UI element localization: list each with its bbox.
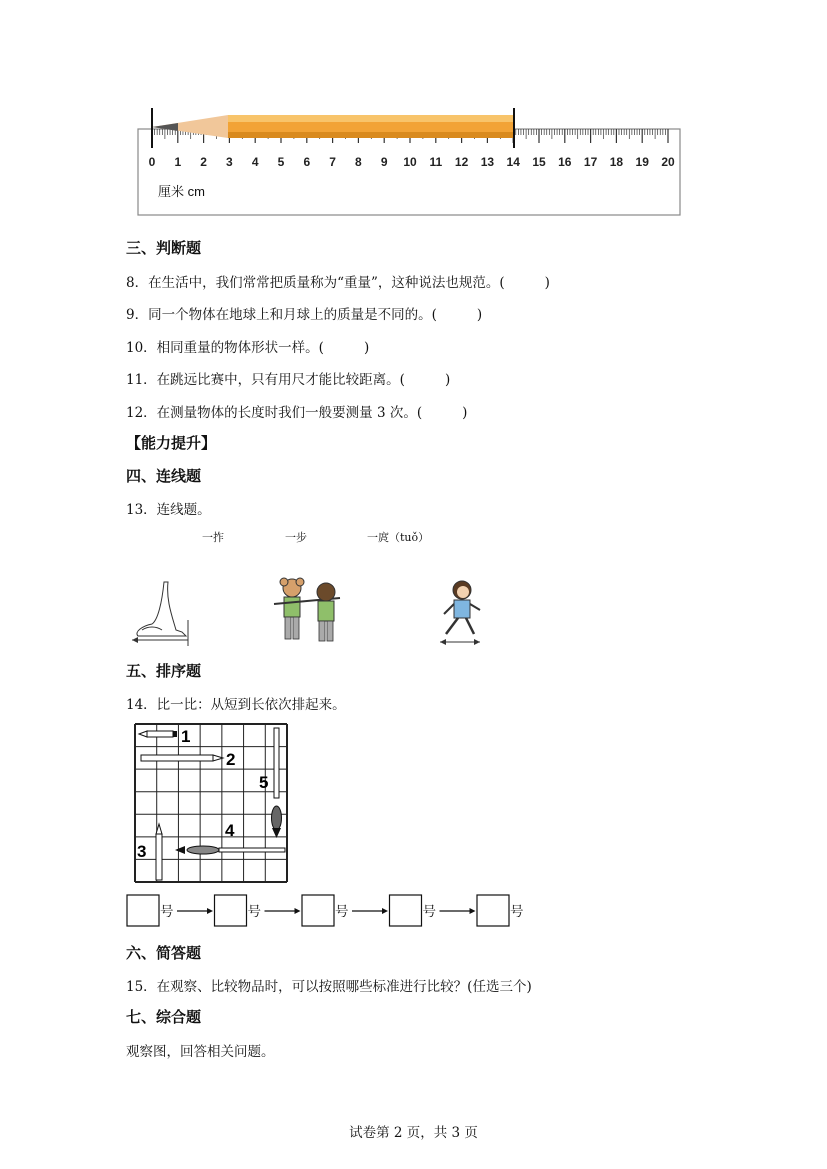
question-8: 8．在生活中，我们常常把质量称为“重量”，这种说法也规范。( ) (126, 275, 550, 291)
answer-box[interactable] (215, 895, 247, 926)
question-10: 10．相同重量的物体形状一样。( ) (126, 340, 370, 356)
question-14: 14．比一比：从短到长依次排起来。 (126, 697, 346, 713)
ruler-tick-label: 0 (148, 155, 156, 169)
ruler-tick-label: 3 (226, 155, 233, 169)
ruler-tick-label: 5 (277, 155, 285, 169)
answer-box[interactable] (390, 895, 422, 926)
comprehensive-intro: 观察图，回答相关问题。 (126, 1044, 275, 1060)
ruler-tick-label: 2 (200, 155, 207, 169)
grid-number-1: 1 (181, 727, 191, 746)
question-13: 13．连线题。 (126, 502, 211, 518)
question-15: 15．在观察、比较物品时，可以按照哪些标准进行比较？(任选三个) (126, 979, 532, 995)
answer-box[interactable] (127, 895, 159, 926)
item-1-pencil (139, 731, 177, 737)
label-bu: 一步 (285, 531, 307, 544)
ruler-unit-label: 厘米 cm (158, 184, 205, 199)
item-4-brush (175, 846, 285, 854)
label-tuo: 一庹（tuǒ） (367, 531, 430, 544)
ruler-tick-label: 16 (558, 155, 572, 169)
ruler-tick-label: 1 (174, 155, 182, 169)
section-heading-comprehensive: 七、综合题 (126, 1008, 202, 1026)
ruler-tick-label: 10 (403, 155, 417, 169)
answer-box[interactable] (477, 895, 509, 926)
walking-child-image (436, 578, 488, 648)
ruler-tick-label: 9 (380, 155, 388, 169)
grid-number-4: 4 (225, 821, 235, 840)
label-zha: 一拃 (202, 531, 224, 544)
section-heading-matching: 四、连线题 (126, 467, 202, 485)
grid-number-5: 5 (259, 773, 269, 792)
ruler-tick-label: 14 (506, 155, 520, 169)
ruler-figure (136, 108, 684, 220)
question-11: 11．在跳远比赛中，只有用尺才能比较距离。( ) (126, 372, 451, 388)
answer-suffix: 号 (422, 904, 436, 920)
item-5-brush (272, 728, 282, 838)
ruler-body (138, 129, 680, 215)
ruler-tick-label: 8 (355, 155, 362, 169)
hand-span-image (128, 580, 198, 648)
arrow-head (207, 908, 213, 914)
section-heading-judgement: 三、判断题 (126, 239, 202, 257)
answer-suffix: 号 (247, 904, 261, 920)
ruler-tick-labels (149, 155, 675, 169)
ruler-tick-label: 20 (661, 155, 675, 169)
question-9: 9．同一个物体在地球上和月球上的质量是不同的。( ) (126, 307, 483, 323)
ruler-tick-label: 15 (532, 155, 546, 169)
grid-figure (133, 722, 289, 884)
page-footer: 试卷第 2 页，共 3 页 (349, 1125, 478, 1141)
answer-suffix: 号 (335, 904, 349, 920)
ruler-tick-label: 4 (251, 155, 259, 169)
item-3-pencil (156, 824, 162, 880)
ruler-tick-label: 17 (583, 155, 598, 169)
ruler-tick-label: 12 (454, 155, 469, 169)
answer-suffix: 号 (160, 904, 174, 920)
arrow-head (470, 908, 476, 914)
ruler-tick-label: 18 (609, 155, 624, 169)
ruler-tick-label: 11 (429, 155, 443, 169)
ruler-tick-label: 19 (635, 155, 649, 169)
section-heading-short-answer: 六、简答题 (126, 944, 202, 962)
grid-number-2: 2 (226, 750, 236, 769)
arm-span-children-image (270, 574, 350, 648)
ability-heading: 【能力提升】 (126, 434, 217, 452)
answer-suffix: 号 (510, 904, 524, 920)
item-2-pencil (141, 755, 223, 761)
arrow-head (295, 908, 301, 914)
arrow-head (382, 908, 388, 914)
question-12: 12．在测量物体的长度时我们一般要测量 3 次。( ) (126, 405, 468, 421)
answer-box[interactable] (302, 895, 334, 926)
section-heading-ordering: 五、排序题 (126, 662, 202, 680)
ruler-tick-label: 6 (303, 155, 311, 169)
ruler-tick-label: 7 (329, 155, 336, 169)
grid-number-3: 3 (137, 842, 147, 861)
ruler-tick-label: 13 (480, 155, 495, 169)
